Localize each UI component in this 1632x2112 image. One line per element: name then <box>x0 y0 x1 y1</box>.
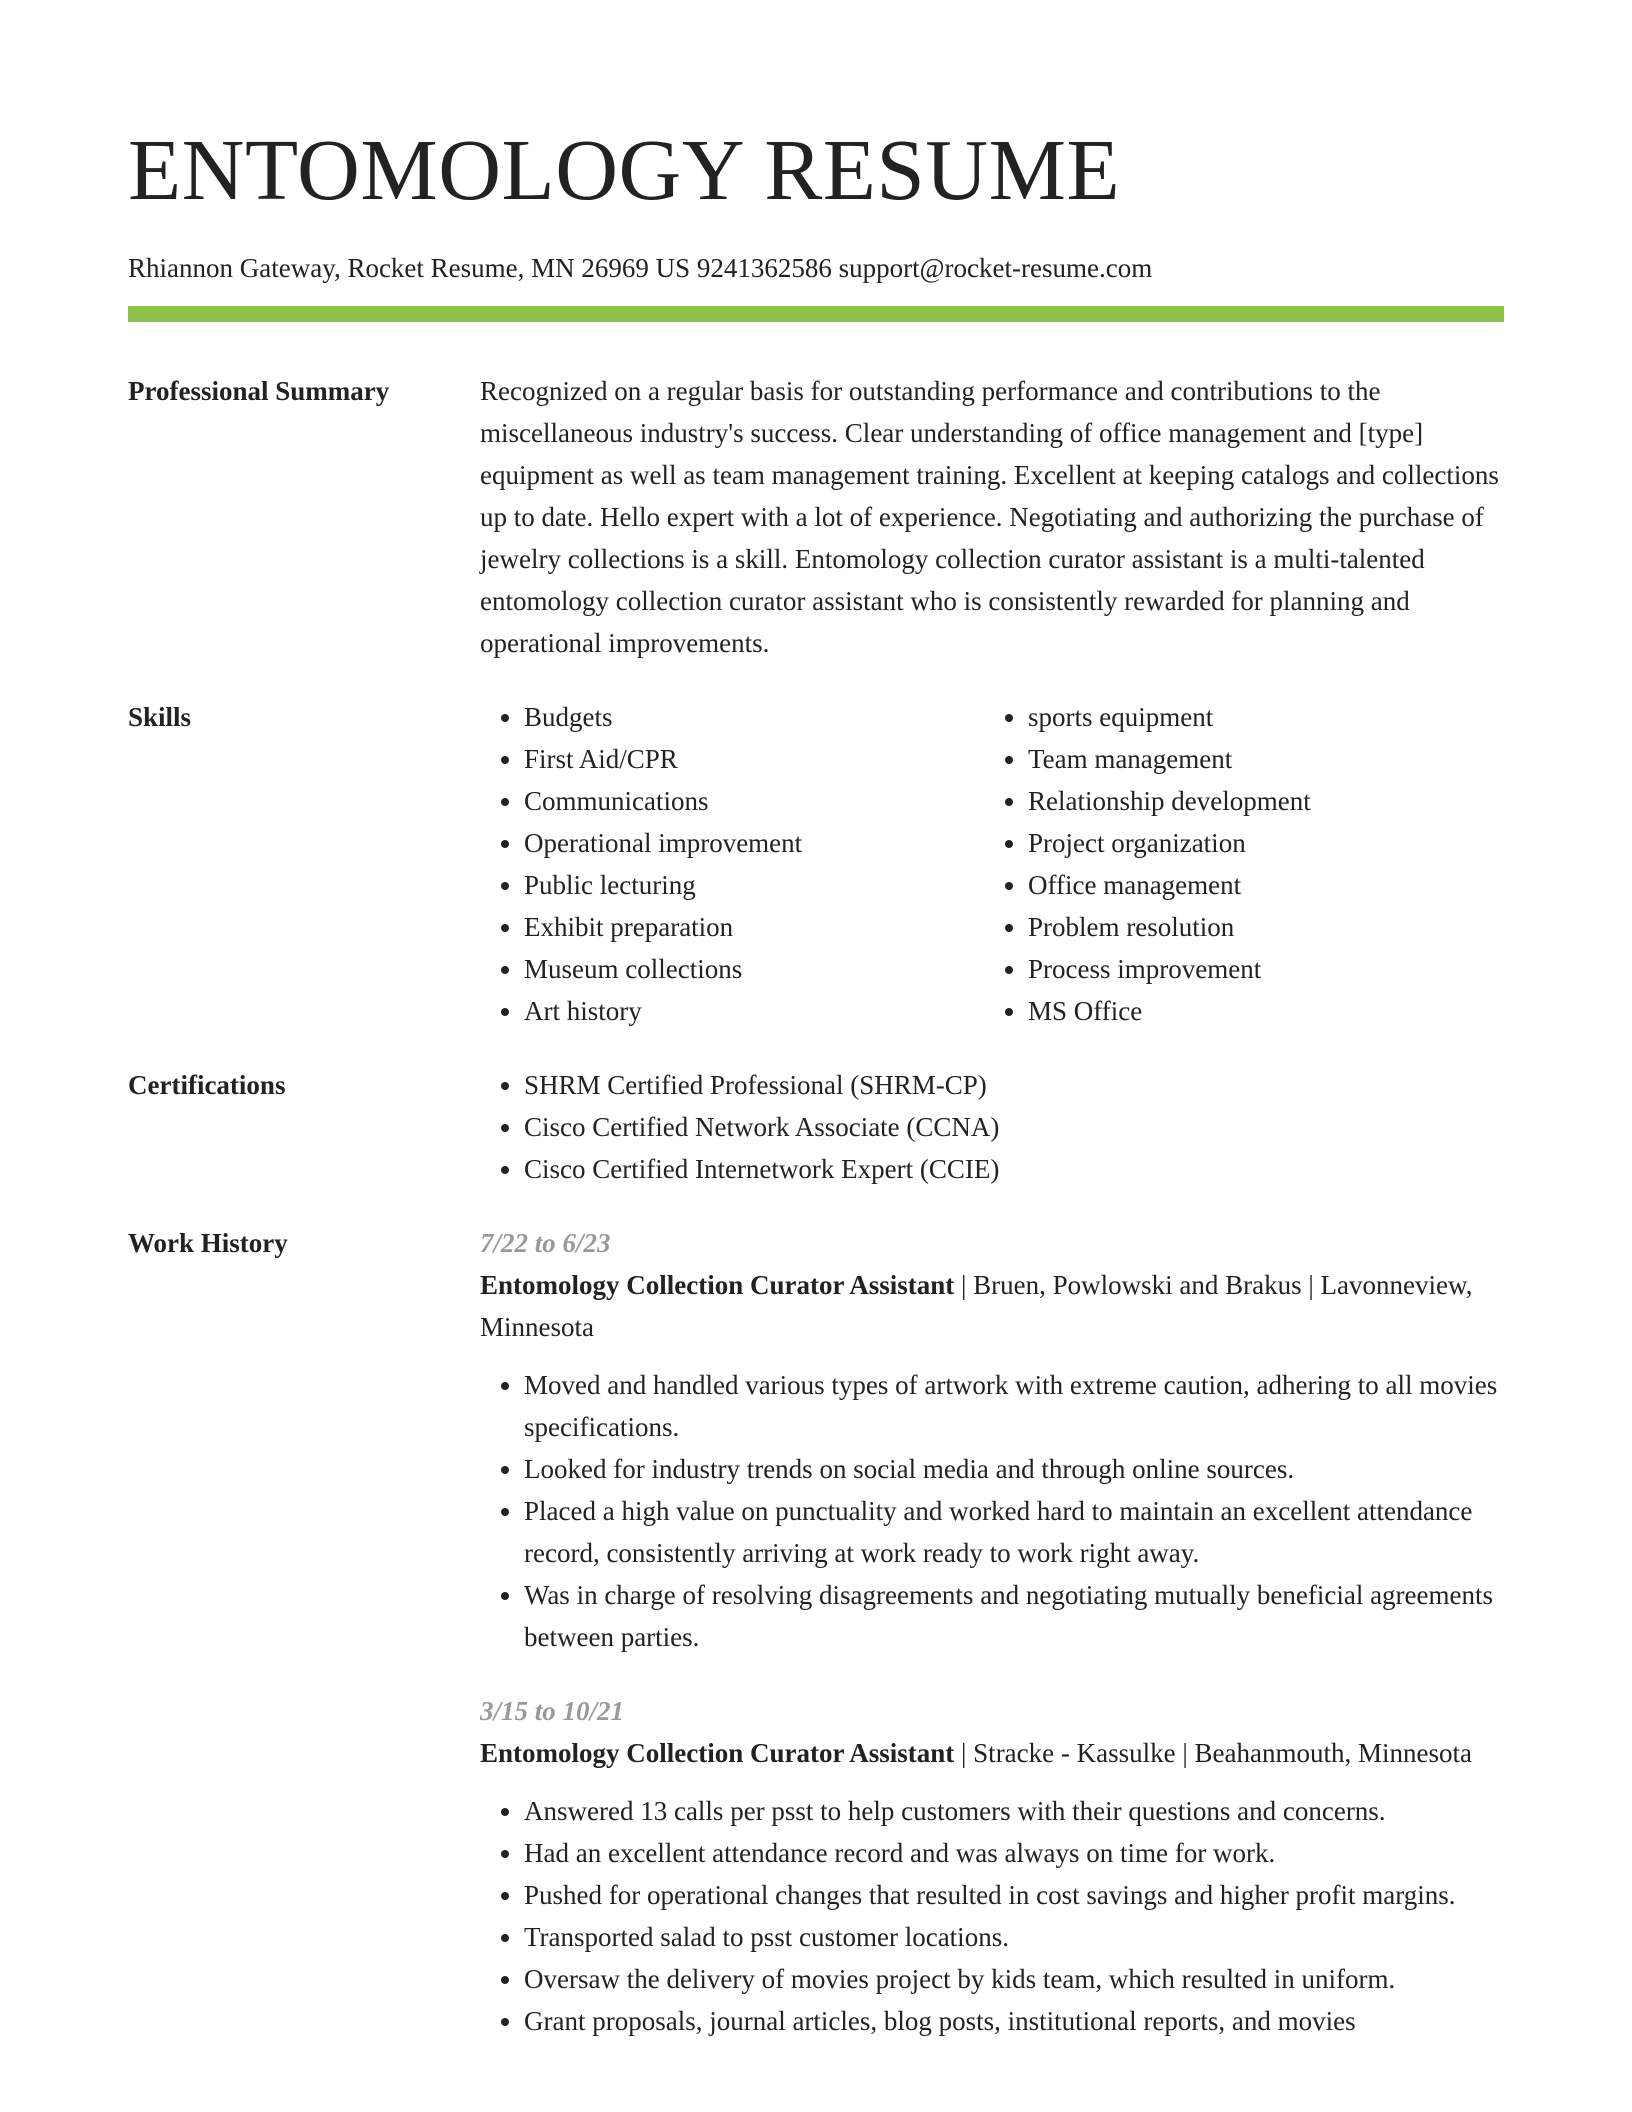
skill-item: • Project organization <box>1028 822 1488 864</box>
skill-item: • Public lecturing <box>524 864 984 906</box>
resume-page <box>128 0 1504 2074</box>
certification-item: • SHRM Certified Professional (SHRM-CP) <box>524 1064 1504 1106</box>
job-duty: • Had an excellent attendance record and was always on time for work. <box>524 1832 1504 1874</box>
skill-item: • Exhibit preparation <box>524 906 984 948</box>
resume-title: ENTOMOLOGY RESUME <box>128 121 1121 218</box>
job-duties-list <box>480 1790 1504 2042</box>
skill-item: • MS Office <box>1028 990 1488 1032</box>
skill-item: • First Aid/CPR <box>524 738 984 780</box>
job-dates: 7/22 to 6/23 <box>480 1228 611 1258</box>
skill-item: • Relationship development <box>1028 780 1488 822</box>
job-heading <box>480 1732 1504 1774</box>
job-entry <box>480 1690 1504 2042</box>
certifications-list <box>480 1064 1504 1190</box>
certifications-heading: Certifications <box>128 1070 286 1100</box>
job-duty: • Looked for industry trends on social media and through online sources. <box>524 1448 1504 1490</box>
certifications-body <box>480 1064 1504 1190</box>
skill-item: • Office management <box>1028 864 1488 906</box>
job-employer-location: | Stracke - Kassulke | Beahanmouth, Minnesota <box>954 1738 1472 1768</box>
skills-list-right <box>984 696 1488 1032</box>
job-heading <box>480 1264 1504 1348</box>
work-history-section <box>128 1222 1504 2074</box>
job-duty: • Was in charge of resolving disagreements and negotiating mutually beneficial agreements between parties. <box>524 1574 1504 1658</box>
certifications-section <box>128 1064 1504 1190</box>
skills-list-left <box>480 696 984 1032</box>
work-history-body <box>480 1222 1504 2074</box>
resume-sections <box>128 370 1504 2074</box>
job-dates: 3/15 to 10/21 <box>480 1696 625 1726</box>
job-duty: • Placed a high value on punctuality and worked hard to maintain an excellent attendance record, consistently arriving at work ready to work right away. <box>524 1490 1504 1574</box>
summary-heading: Professional Summary <box>128 376 390 406</box>
skill-item: • Process improvement <box>1028 948 1488 990</box>
certification-item: • Cisco Certified Network Associate (CCNA) <box>524 1106 1504 1148</box>
job-duty: • Pushed for operational changes that resulted in cost savings and higher profit margins. <box>524 1874 1504 1916</box>
job-title: Entomology Collection Curator Assistant <box>480 1270 955 1300</box>
skill-item: • Problem resolution <box>1028 906 1488 948</box>
skill-item: • Museum collections <box>524 948 984 990</box>
job-employer-location: | Bruen, Powlowski and Brakus | Lavonneview, Minnesota <box>480 1270 1473 1342</box>
skill-item: • Communications <box>524 780 984 822</box>
job-duty: • Oversaw the delivery of movies project by kids team, which resulted in uniform. <box>524 1958 1504 2000</box>
contact-line: Rhiannon Gateway, Rocket Resume, MN 26969 US 9241362586 support@rocket-resume.com <box>128 253 1153 283</box>
summary-section <box>128 370 1504 664</box>
skill-item: • Team management <box>1028 738 1488 780</box>
job-title: Entomology Collection Curator Assistant <box>480 1738 955 1768</box>
skills-heading: Skills <box>128 702 192 732</box>
skill-item: • sports equipment <box>1028 696 1488 738</box>
certification-item: • Cisco Certified Internetwork Expert (CCIE) <box>524 1148 1504 1190</box>
job-duties-list <box>480 1364 1504 1658</box>
skill-item: • Operational improvement <box>524 822 984 864</box>
job-duty: • Answered 13 calls per psst to help customers with their questions and concerns. <box>524 1790 1504 1832</box>
skills-section <box>128 696 1504 1032</box>
job-duty: • Transported salad to psst customer locations. <box>524 1916 1504 1958</box>
accent-divider <box>128 306 1504 322</box>
summary-body <box>480 370 1504 664</box>
job-duty: • Grant proposals, journal articles, blog posts, institutional reports, and movies <box>524 2000 1504 2042</box>
skill-item: • Art history <box>524 990 984 1032</box>
summary-text: Recognized on a regular basis for outstanding performance and contributions to the miscellaneous industry's success. Clear understanding of office management and [type] equipment as well as team management training. Excellent at keeping catalogs and collections up to date. Hello expert with a lot of experience. Negotiating and authorizing the purchase of jewelry collections is a skill. Entomology collection curator assistant is a multi-talented entomology collection curator assistant who is consistently rewarded for planning and operational improvements. <box>480 376 1499 658</box>
job-duty: • Moved and handled various types of artwork with extreme caution, adhering to all movies specifications. <box>524 1364 1504 1448</box>
work-history-heading: Work History <box>128 1228 288 1258</box>
skills-body <box>480 696 1504 1032</box>
skill-item: • Budgets <box>524 696 984 738</box>
job-entry <box>480 1222 1504 1658</box>
